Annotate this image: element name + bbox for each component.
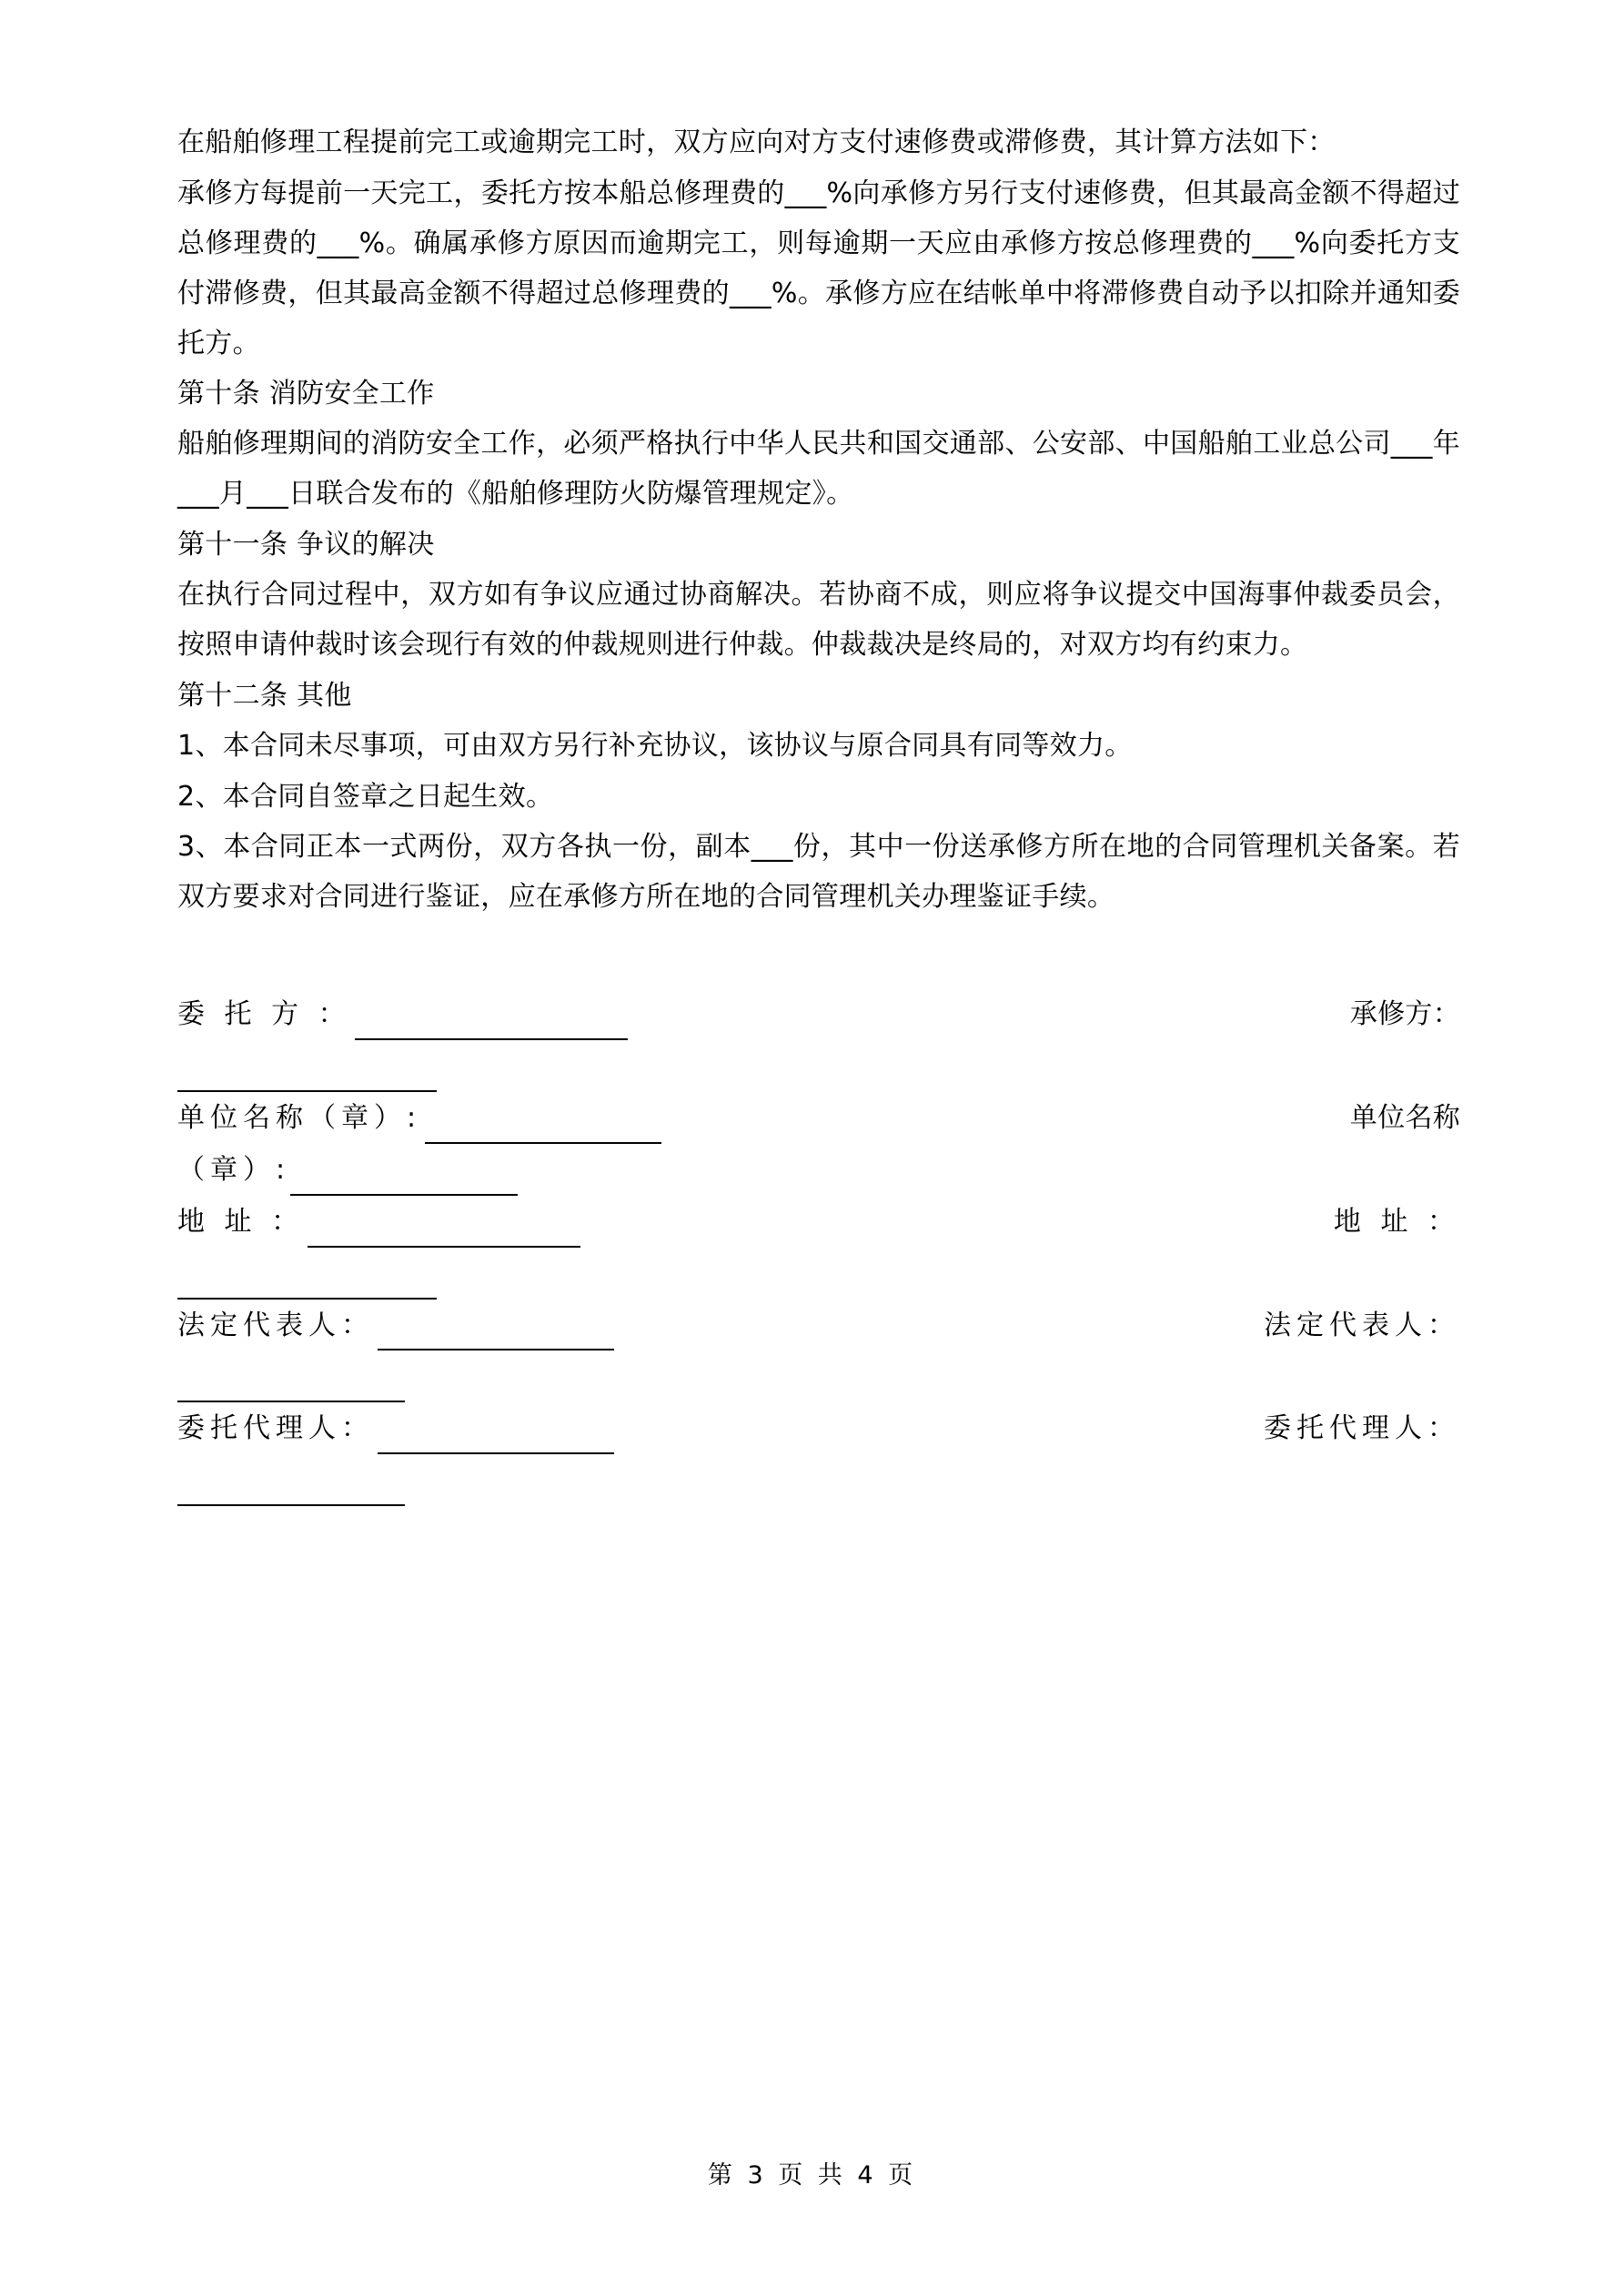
signature-block: [177, 990, 1460, 1506]
label-unit-name: 单位名称（章）:: [177, 1102, 422, 1135]
label-entrusting-party: 委 托 方 ：: [177, 998, 351, 1031]
document-body: [177, 118, 1460, 1506]
signature-row-unit-name-wrap: [177, 1146, 1460, 1196]
label-agent-right: 委托代理人：: [1264, 1412, 1460, 1445]
paragraph-item-2: 2、本合同自签章之日起生效。: [177, 780, 554, 813]
signature-line-address[interactable]: [308, 1219, 580, 1248]
signature-left-agent: [177, 1404, 614, 1454]
section-heading-10: 第十条 消防安全工作: [177, 378, 435, 410]
signature-right-legal-rep: [1264, 1301, 1460, 1351]
signature-left-address: [177, 1198, 580, 1248]
label-agent: 委托代理人：: [177, 1412, 374, 1445]
signature-line-agent[interactable]: [378, 1425, 614, 1454]
signature-line-agent-2[interactable]: [177, 1477, 405, 1506]
paragraph-item-1: 1、本合同未尽事项，可由双方另行补充协议，该协议与原合同具有同等效力。: [177, 729, 1133, 762]
label-unit-name-seal: （章）:: [177, 1153, 291, 1186]
signature-right-address: [1334, 1198, 1460, 1248]
signature-line-entrusting-party[interactable]: [355, 1011, 628, 1040]
signature-line-address-2[interactable]: [177, 1270, 437, 1300]
label-unit-name-right: 单位名称: [1349, 1102, 1460, 1135]
signature-row-address-wrap: [177, 1249, 1460, 1300]
page-footer: 第 3 页 共 4 页: [707, 2161, 917, 2190]
paragraph-4: 在执行合同过程中，双方如有争议应通过协商解决。若协商不成，则应将争议提交中国海事仲裁委员会，按照申请仲裁时该会现行有效的仲裁规则进行仲裁。仲裁裁决是终局的，对双方均有约束力。: [177, 579, 1460, 661]
signature-right-agent: [1264, 1404, 1460, 1454]
label-legal-rep: 法定代表人：: [177, 1309, 374, 1341]
section-heading-11: 第十一条 争议的解决: [177, 529, 435, 561]
signature-line-unit-name[interactable]: [425, 1115, 661, 1144]
signature-left-entrusting-party: [177, 990, 628, 1040]
signature-left-unit-name: [177, 1094, 661, 1144]
label-address-right: 地 址 ：: [1333, 1205, 1460, 1238]
signature-row-agent-wrap: [177, 1456, 1460, 1506]
signature-row-legal-rep: [177, 1301, 1460, 1351]
signature-row-unit-name: [177, 1094, 1460, 1144]
signature-row-party: [177, 990, 1460, 1040]
signature-right-unit-name: [1350, 1094, 1460, 1144]
signature-left-legal-rep: [177, 1301, 614, 1351]
paragraph-1: 在船舶修理工程提前完工或逾期完工时，双方应向对方支付速修费或滞修费，其计算方法如下：: [177, 126, 1336, 158]
signature-line-legal-rep-2[interactable]: [177, 1373, 405, 1402]
signature-line-legal-rep[interactable]: [378, 1321, 614, 1350]
signature-row-address: [177, 1198, 1460, 1248]
signature-right-contractor: [1350, 990, 1460, 1040]
paragraph-2: 承修方每提前一天完工，委托方按本船总修理费的___%向承修方另行支付速修费，但其最高金额不得超过总修理费的___%。确属承修方原因而逾期完工，则每逾期一天应由承修方按总修理费的___%向委托方支付滞修费，但其最高金额不得超过总修理费的___%。承修方应在结帐单中将滞修费自动予以扣除并通知委托方。: [177, 177, 1460, 359]
signature-row-legal-rep-wrap: [177, 1352, 1460, 1402]
section-heading-12: 第十二条 其他: [177, 679, 352, 712]
signature-line-entrusting-party-wrap: [177, 1042, 1460, 1092]
signature-row-agent: [177, 1404, 1460, 1454]
signature-line-continued-1[interactable]: [177, 1063, 437, 1092]
label-address: 地 址 ：: [177, 1205, 305, 1238]
label-legal-rep-right: 法定代表人：: [1264, 1309, 1460, 1341]
label-contractor: 承修方：: [1349, 998, 1460, 1031]
paragraph-3: 船舶修理期间的消防安全工作，必须严格执行中华人民共和国交通部、公安部、中国船舶工业总公司___年___月___日联合发布的《船舶修理防火防爆管理规定》。: [177, 428, 1460, 511]
signature-line-unit-name-2[interactable]: [290, 1167, 518, 1196]
paragraph-item-3: 3、本合同正本一式两份，双方各执一份，副本___份，其中一份送承修方所在地的合同管理机关备案。若双方要求对合同进行鉴证，应在承修方所在地的合同管理机关办理鉴证手续。: [177, 831, 1460, 914]
